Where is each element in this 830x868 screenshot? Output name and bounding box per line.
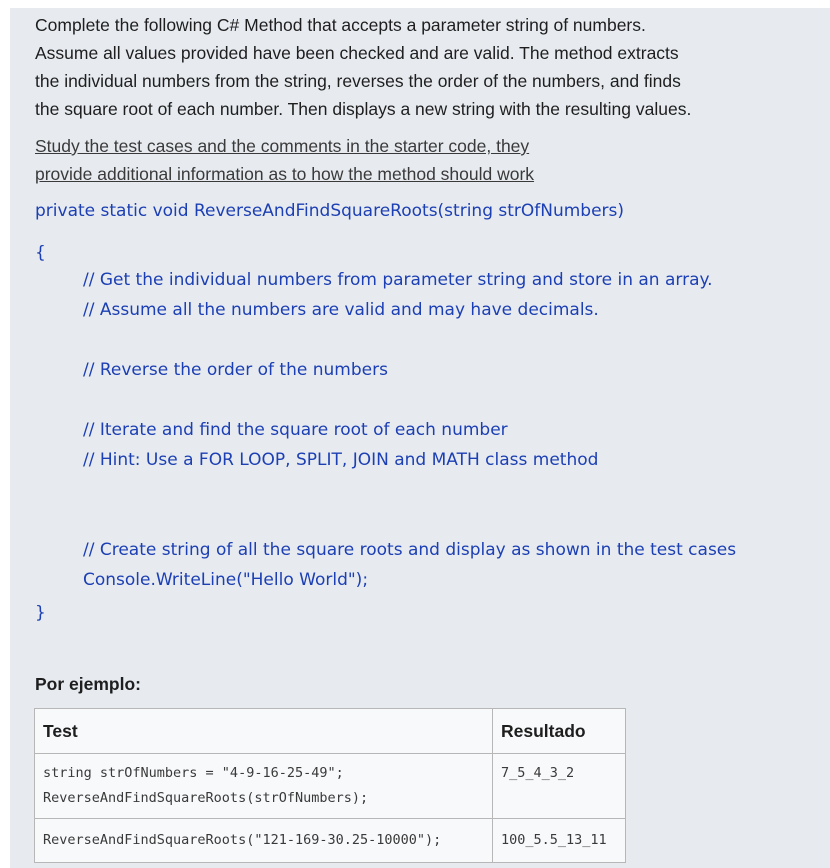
test-cell <box>35 754 493 819</box>
test-cell <box>35 819 493 863</box>
result-cell <box>493 754 626 819</box>
study-note-line: provide additional information as to how the method should work <box>35 164 535 184</box>
comment-iterate: // Iterate and find the square root of each number <box>83 420 508 440</box>
open-brace: { <box>35 243 46 263</box>
examples-table <box>34 708 626 863</box>
table-header-row <box>35 709 626 754</box>
column-header-result: Resultado <box>493 709 626 754</box>
method-signature: private static void ReverseAndFindSquareRoots(string strOfNumbers) <box>35 201 625 221</box>
description-line: Assume all values provided have been checked and are valid. The method extracts <box>35 43 679 63</box>
result-cell <box>493 819 626 863</box>
table-row <box>35 754 626 819</box>
comment-hint: // Hint: Use a FOR LOOP, SPLIT, JOIN and MATH class method <box>83 450 599 470</box>
comment-reverse: // Reverse the order of the numbers <box>83 360 388 380</box>
comment-create-string: // Create string of all the square roots and display as shown in the test cases <box>83 540 737 560</box>
test-code-line: ReverseAndFindSquareRoots(strOfNumbers); <box>43 790 369 806</box>
test-code-line: string strOfNumbers = "4-9-16-25-49"; <box>43 765 344 781</box>
result-value: 100_5.5_13_11 <box>501 832 607 848</box>
result-value: 7_5_4_3_2 <box>501 765 575 781</box>
close-brace: } <box>35 603 46 623</box>
study-note-line: Study the test cases and the comments in the starter code, they <box>35 136 530 156</box>
test-code-line: ReverseAndFindSquareRoots("121-169-30.25-10000"); <box>43 832 442 848</box>
examples-heading: Por ejemplo: <box>35 674 141 694</box>
comment-assume-valid: // Assume all the numbers are valid and may have decimals. <box>83 300 599 320</box>
description-line: the square root of each number. Then displays a new string with the resulting values. <box>35 99 692 119</box>
table-row <box>35 819 626 863</box>
description-line: the individual numbers from the string, reverses the order of the numbers, and finds <box>35 71 681 91</box>
question-description <box>35 11 815 123</box>
console-writeline: Console.WriteLine("Hello World"); <box>83 570 369 590</box>
study-note <box>35 132 815 188</box>
comment-get-numbers: // Get the individual numbers from parameter string and store in an array. <box>83 270 713 290</box>
question-panel <box>10 8 830 868</box>
column-header-test: Test <box>35 709 493 754</box>
description-line: Complete the following C# Method that accepts a parameter string of numbers. <box>35 15 646 35</box>
